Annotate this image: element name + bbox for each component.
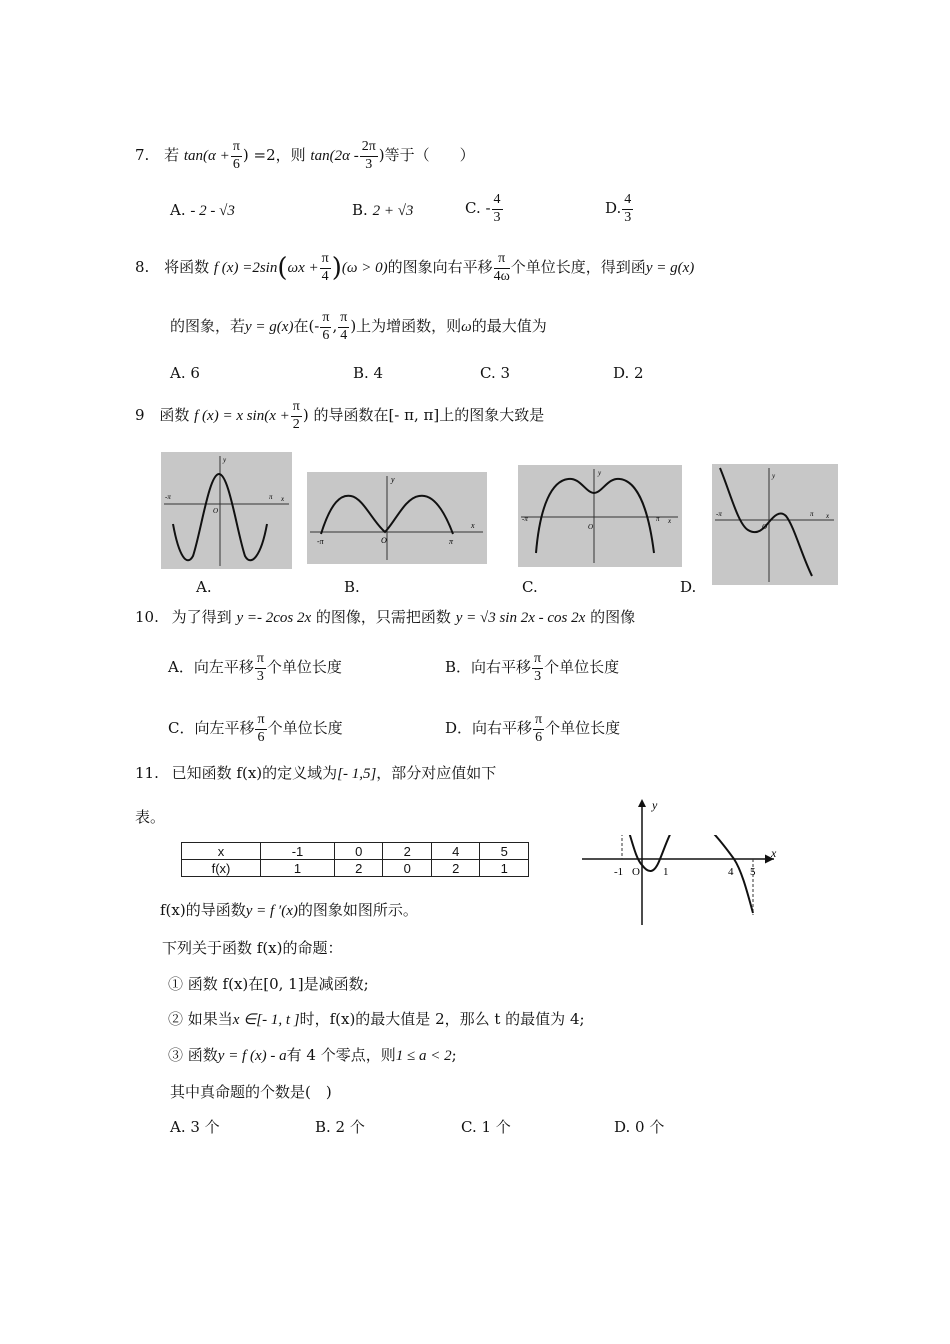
svg-text:-π: -π	[317, 537, 324, 546]
svg-text:π: π	[449, 537, 454, 546]
q11-proposition-1: ① 函数 f(x)在[0, 1]是减函数;	[168, 975, 369, 993]
q11-intro: 下列关于函数 f(x)的命题：	[162, 939, 343, 957]
q11-value-table	[181, 842, 529, 877]
q8-option-b: B. 4	[353, 364, 384, 382]
svg-text:y: y	[772, 472, 776, 480]
q7-option-c: C. - $\frac{4}{3}$	[465, 192, 501, 225]
q11-derivative-graph-svg	[578, 835, 788, 927]
table-cell: 4	[431, 843, 480, 860]
svg-text:-π: -π	[716, 510, 722, 518]
q9-graph-c-svg	[518, 465, 682, 567]
q9-label-a: A.	[196, 578, 212, 596]
svg-text:x: x	[826, 512, 830, 520]
q10-stem: 10. 为了得到 y =- 2cos 2x 的图像，只需把函数 y = √3 sin 2x - cos 2x 的图像	[135, 608, 636, 626]
q9-graph-d-svg	[712, 464, 838, 585]
q9-label-d: D.	[680, 578, 697, 596]
q10-option-b: B．向右平移 $\frac{\pi}{3}$ 个单位长度	[445, 651, 620, 684]
svg-text:π: π	[269, 493, 273, 501]
q11-option-b: B. 2 个	[315, 1118, 365, 1136]
q7-frac-pi-6: $\frac{\pi}{6}$	[232, 139, 240, 172]
q11-option-d: D. 0 个	[614, 1118, 665, 1136]
table-cell: f(x)	[182, 860, 261, 877]
q10-option-c: C．向左平移 $\frac{\pi}{6}$ 个单位长度	[168, 712, 343, 745]
q7-frac-2pi-3: $\frac{2\pi}{3}$	[361, 139, 376, 172]
curve	[720, 468, 812, 576]
table-cell: 5	[480, 843, 529, 860]
table-cell: 2	[334, 860, 383, 877]
svg-text:O: O	[632, 866, 640, 878]
q10-option-d: D．向右平移 $\frac{\pi}{6}$ 个单位长度	[445, 712, 621, 745]
table-cell: 0	[334, 843, 383, 860]
svg-text:y: y	[391, 475, 395, 484]
q9-graph-a	[161, 452, 292, 569]
table-row	[182, 860, 529, 877]
q9-stem: 9 函数 f (x) = x sin(x + $\frac{\pi}{2}$ ) 的导函数在[- π, π]上的图象大致是	[135, 399, 545, 432]
q9-label-c: C.	[522, 578, 538, 596]
q11-derivative-graph	[578, 798, 788, 930]
svg-text:y: y	[598, 469, 602, 477]
table-cell: 1	[480, 860, 529, 877]
svg-text:y: y	[652, 798, 658, 812]
q11-number: 11.	[135, 764, 159, 782]
table-cell: 0	[383, 860, 432, 877]
q8-number: 8.	[135, 258, 150, 277]
q8-option-c: C. 3	[480, 364, 511, 382]
svg-text:-π: -π	[165, 493, 171, 501]
table-row	[182, 843, 529, 860]
svg-text:-π: -π	[522, 515, 528, 523]
svg-text:O: O	[213, 507, 219, 515]
q9-graph-d	[712, 464, 838, 585]
table-cell: -1	[261, 843, 335, 860]
q9-number: 9	[135, 406, 145, 425]
q9-graph-b-svg	[307, 472, 487, 564]
q11-proposition-2: ② 如果当x ∈[- 1, t ]时，f(x)的最大值是 2，那么 t 的最值为 4;	[168, 1010, 585, 1028]
q11-derivative-graph-top	[578, 795, 788, 835]
q8-stem-line2: 的图象，若y = g(x)在(- $\frac{\pi}{6}$ , $\frac{\pi}{4}$ )上为增函数，则ω的最大值为	[170, 310, 547, 343]
q9-graph-a-svg	[161, 452, 292, 569]
svg-text:x: x	[471, 521, 475, 530]
table-cell: 2	[383, 843, 432, 860]
svg-text:4: 4	[728, 866, 734, 878]
svg-text:O: O	[762, 523, 768, 531]
table-cell: 1	[261, 860, 335, 877]
svg-text:x: x	[668, 517, 672, 525]
svg-text:1: 1	[663, 866, 669, 878]
q11-option-c: C. 1 个	[461, 1118, 511, 1136]
svg-text:O: O	[588, 523, 594, 531]
q8-stem: 8. 将函数 f (x) =2sin(ωx + $\frac{\pi}{4}$ )(ω > 0)的图象向右平移 $\frac{\pi}{4\omega}$ 个单位长度，得到函y = g(x)	[135, 251, 695, 284]
q11-stem-line2: 表。	[135, 808, 166, 826]
q8-option-d: D. 2	[613, 364, 644, 382]
svg-text:O: O	[381, 536, 387, 545]
q11-stem: 11. 已知函数 f(x)的定义域为[- 1,5]，部分对应值如下	[135, 764, 497, 782]
q8-option-a: A. 6	[170, 364, 200, 382]
svg-text:π: π	[810, 510, 814, 518]
q9-graph-c	[518, 465, 682, 567]
q7-option-b: B. 2 + √3	[352, 201, 414, 219]
table-cell: 2	[431, 860, 480, 877]
curve	[536, 479, 654, 553]
q11-proposition-3: ③ 函数y = f (x) - a有 4 个零点，则1 ≤ a < 2;	[168, 1046, 457, 1064]
table-cell: x	[182, 843, 261, 860]
svg-text:y: y	[223, 456, 227, 464]
q7-option-a: A. - 2 - √3	[170, 201, 235, 219]
q9-graph-b	[307, 472, 487, 564]
svg-text:π: π	[656, 515, 660, 523]
q10-option-a: A．向左平移 $\frac{\pi}{3}$ 个单位长度	[168, 651, 342, 684]
q10-number: 10.	[135, 608, 159, 626]
q7-number: 7.	[135, 146, 150, 165]
q7-option-d: D. $\frac{4}{3}$	[605, 192, 632, 225]
q11-option-a: A. 3 个	[170, 1118, 220, 1136]
q7-stem: 7. 若 tan(α + $\frac{\pi}{6}$ ) =2，则 tan(2α - $\frac{2\pi}{3}$ )等于（ ）	[135, 139, 475, 172]
q9-label-b: B.	[344, 578, 360, 596]
svg-text:5: 5	[750, 866, 756, 878]
svg-text:-1: -1	[614, 866, 624, 878]
svg-text:x: x	[281, 495, 285, 503]
q11-graph-caption: f(x)的导函数y = f ′(x)的图象如图所示。	[160, 901, 418, 919]
svg-text:x: x	[771, 846, 777, 860]
q11-question: 其中真命题的个数是( )	[170, 1083, 332, 1101]
